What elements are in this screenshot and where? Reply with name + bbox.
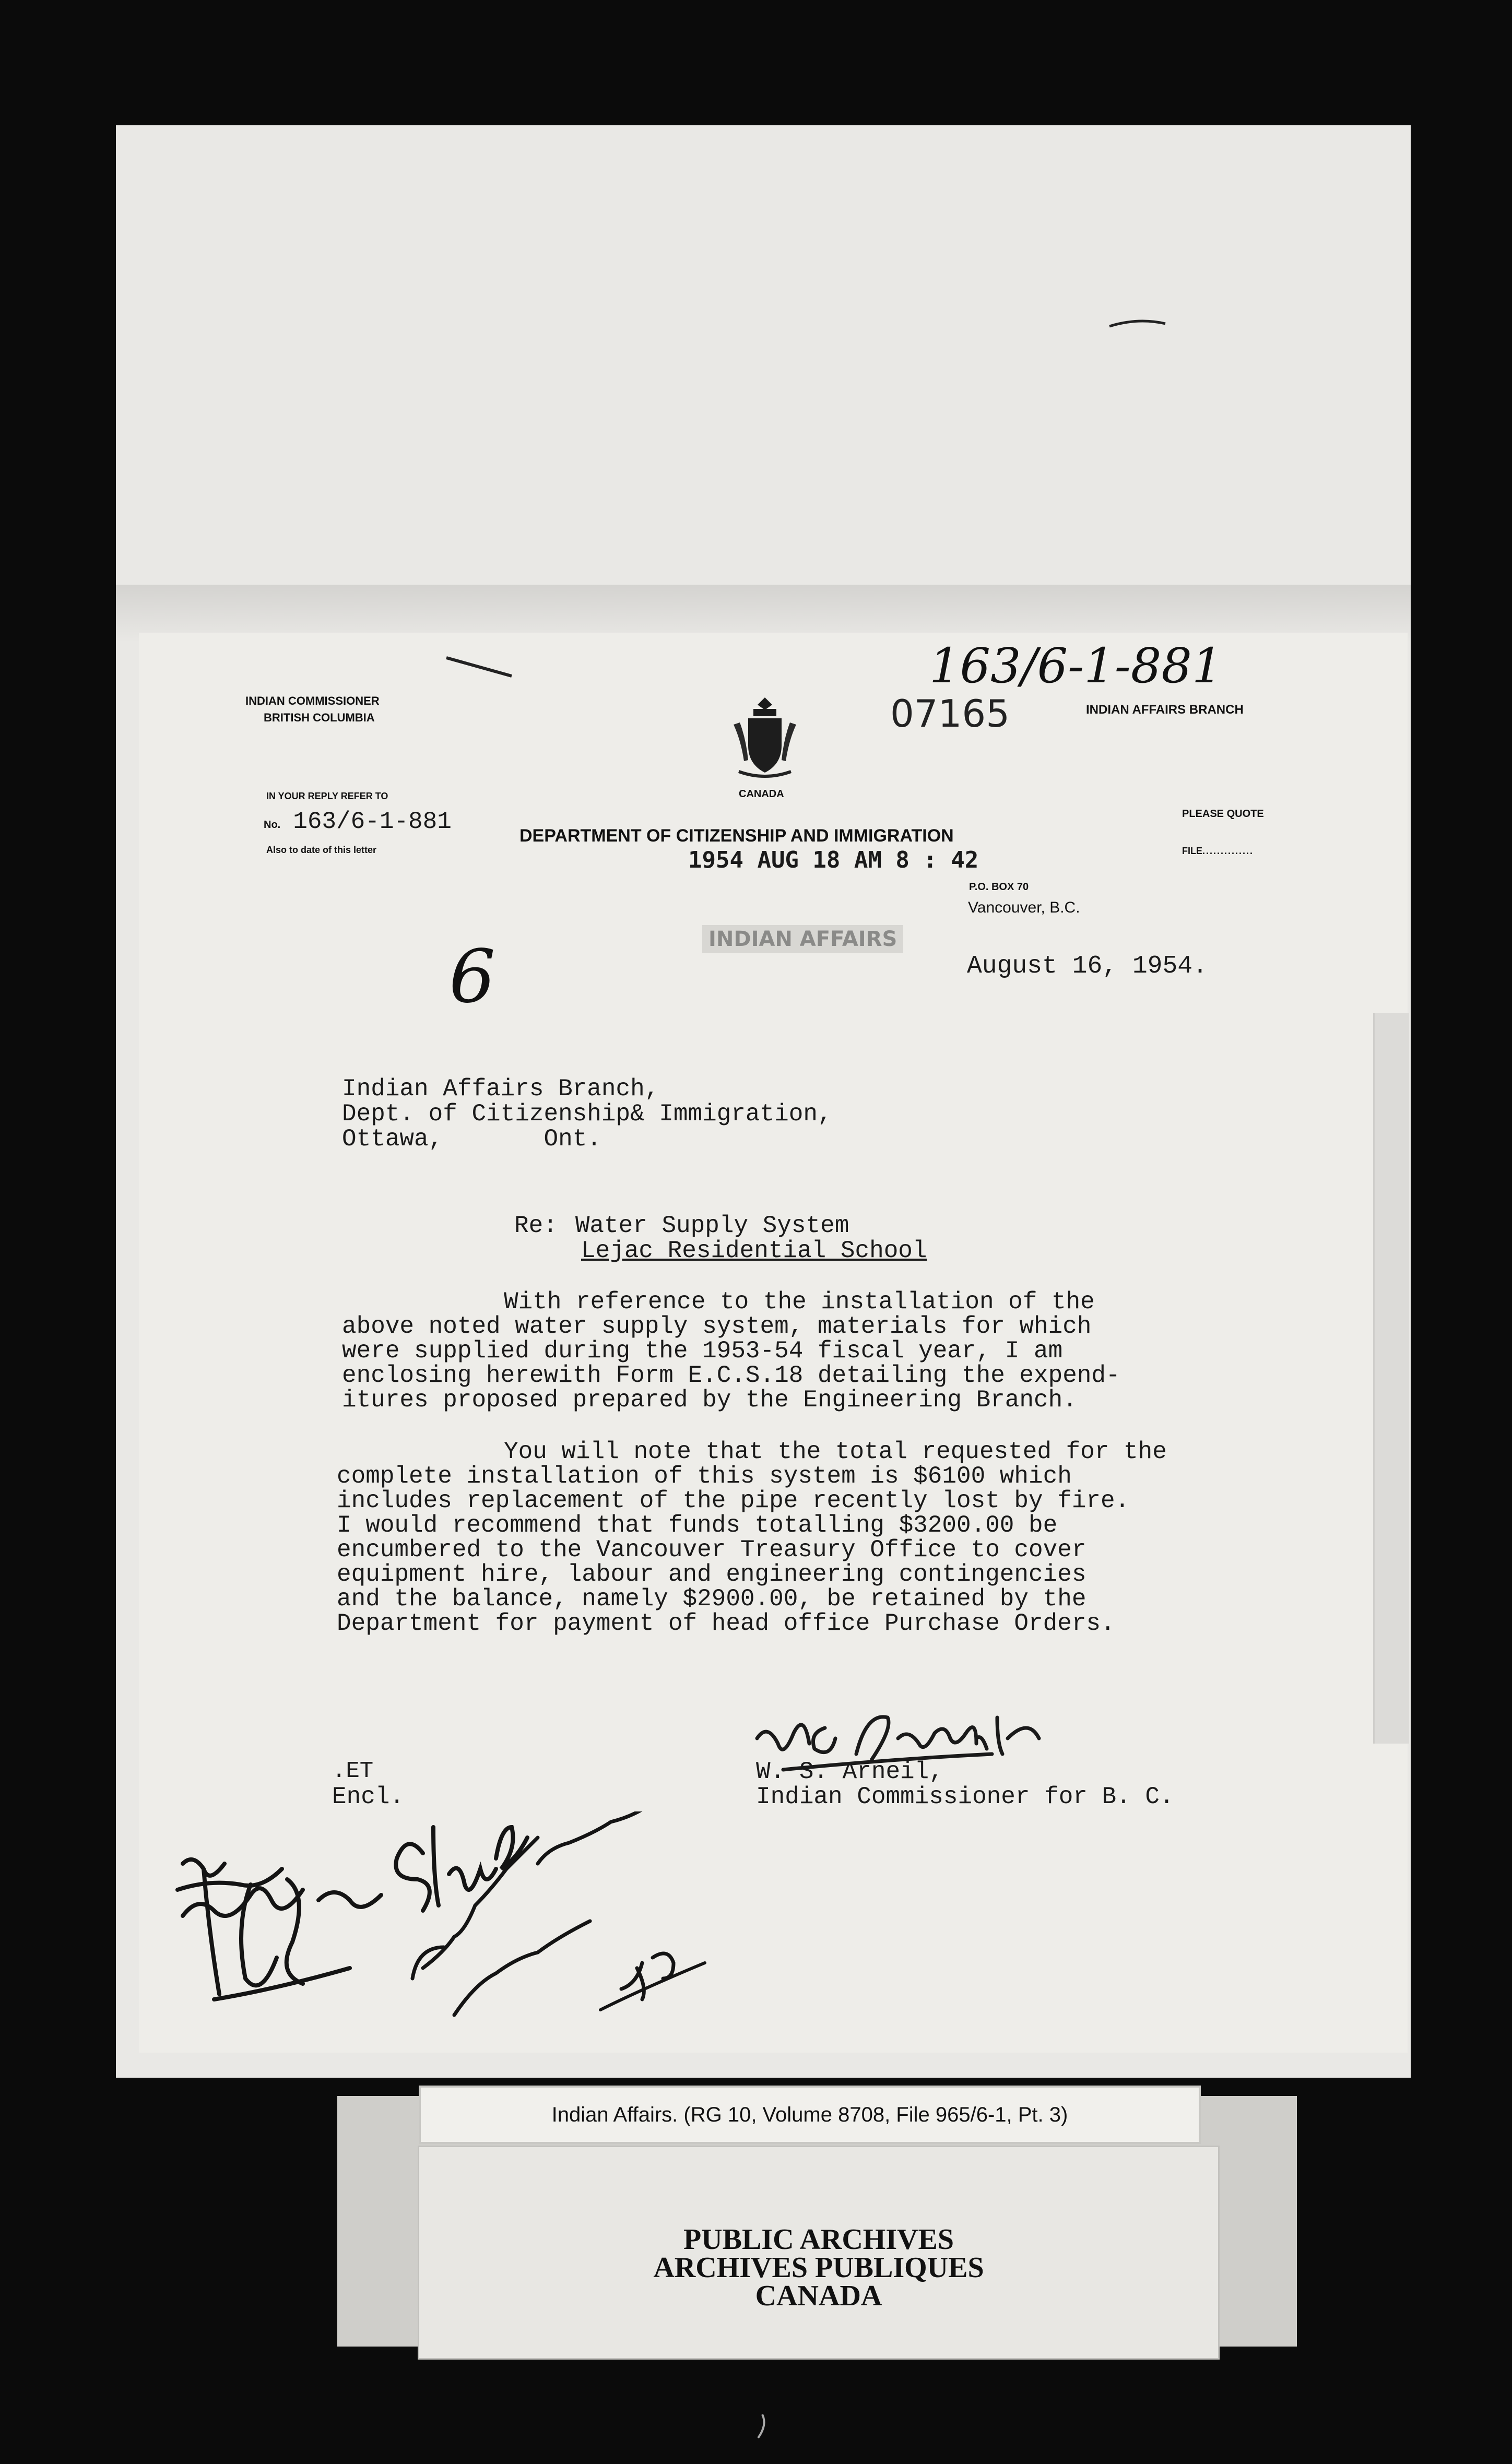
- paragraph1-line: were supplied during the 1953-54 fiscal year, I am: [342, 1337, 1063, 1365]
- archive-reference-text: Indian Affairs. (RG 10, Volume 8708, File 965/6-1, Pt. 3): [551, 2103, 1068, 2126]
- department-heading: DEPARTMENT OF CITIZENSHIP AND IMMIGRATION: [519, 826, 954, 846]
- canada-coat-of-arms-icon: [728, 693, 801, 782]
- addressee-line: Indian Affairs Branch,: [342, 1075, 659, 1103]
- paragraph2-line: encumbered to the Vancouver Treasury Office to cover: [337, 1536, 1086, 1563]
- pen-mark: [752, 2412, 773, 2443]
- sender-office-line1: INDIAN COMMISSIONER: [245, 694, 380, 707]
- city: Vancouver, B.C.: [968, 899, 1080, 916]
- reply-number-label: No.: [264, 819, 281, 831]
- letter-date: August 16, 1954.: [967, 952, 1208, 980]
- paragraph2-line: and the balance, namely $2900.00, be retained by the: [337, 1585, 1086, 1613]
- reply-refer-label: IN YOUR REPLY REFER TO: [266, 791, 388, 801]
- addressee-line: Dept. of Citizenship& Immigration,: [342, 1100, 832, 1128]
- archive-card: [418, 2146, 1220, 2360]
- also-date-note: Also to date of this letter: [266, 845, 377, 855]
- paragraph1-line: above noted water supply system, materials for which: [342, 1313, 1092, 1340]
- handwritten-file-number: 163/6-1-881: [929, 638, 1223, 694]
- subject-block: [514, 1212, 849, 1239]
- paragraph1-line: With reference to the installation of the: [504, 1288, 1095, 1316]
- paragraph2-line: equipment hire, labour and engineering contingencies: [337, 1561, 1086, 1588]
- subject-line2: Lejac Residential School: [581, 1237, 927, 1264]
- typist-initials: .ET: [332, 1758, 374, 1784]
- re-label: Re:: [514, 1212, 558, 1239]
- underlying-page-edge: [1373, 1013, 1409, 1744]
- archive-line2: ARCHIVES PUBLIQUES: [653, 2252, 984, 2284]
- file-label: FILE..............: [1182, 846, 1254, 856]
- received-date-stamp: 1954 AUG 18 AM 8 : 42: [688, 847, 979, 873]
- paragraph2-line: I would recommend that funds totalling $3200.00 be: [337, 1512, 1058, 1539]
- file-label-text: FILE: [1182, 846, 1202, 856]
- archive-line1: PUBLIC ARCHIVES: [683, 2223, 954, 2256]
- reply-number-value: 163/6-1-881: [293, 808, 452, 835]
- branch-heading: INDIAN AFFAIRS BRANCH: [1086, 703, 1244, 717]
- enclosure-note: Encl.: [332, 1783, 405, 1810]
- archive-reference-label: [419, 2086, 1201, 2144]
- please-quote-label: PLEASE QUOTE: [1182, 808, 1264, 820]
- addressee-block: [342, 1076, 832, 1152]
- handwritten-encumbrance-note: [392, 1811, 726, 2031]
- paragraph2-line: You will note that the total requested for the: [504, 1438, 1167, 1465]
- sender-office-line2: BRITISH COLUMBIA: [264, 711, 375, 724]
- registry-number-stamp: 07165: [890, 692, 1010, 736]
- paragraph1-line: itures proposed prepared by the Engineering Branch.: [342, 1387, 1077, 1414]
- signer-title: Indian Commissioner for B. C.: [756, 1783, 1174, 1810]
- po-box: P.O. BOX 70: [969, 881, 1029, 893]
- paragraph2-line: complete installation of this system is $6100 which: [337, 1463, 1072, 1490]
- signer-name: W. S. Arneil,: [756, 1758, 943, 1785]
- subject-line1: Water Supply System: [575, 1212, 849, 1239]
- paragraph2-line: Department for payment of head office Purchase Orders.: [337, 1610, 1115, 1637]
- addressee-line: Ottawa, Ont.: [342, 1126, 601, 1153]
- pen-mark: [444, 653, 517, 684]
- sender-office-block: [245, 694, 380, 725]
- archive-line3: CANADA: [755, 2280, 882, 2312]
- indian-affairs-stamp: INDIAN AFFAIRS: [702, 925, 903, 953]
- reply-number-row: [264, 808, 452, 835]
- margin-mark: 6: [449, 934, 496, 1020]
- crest-caption: CANADA: [739, 788, 784, 800]
- paragraph1-line: enclosing herewith Form E.C.S.18 detailing the expend-: [342, 1362, 1120, 1389]
- archive-name-block: [419, 2225, 1218, 2310]
- paragraph2-line: includes replacement of the pipe recently lost by fire.: [337, 1487, 1130, 1514]
- pen-mark: [1107, 313, 1170, 334]
